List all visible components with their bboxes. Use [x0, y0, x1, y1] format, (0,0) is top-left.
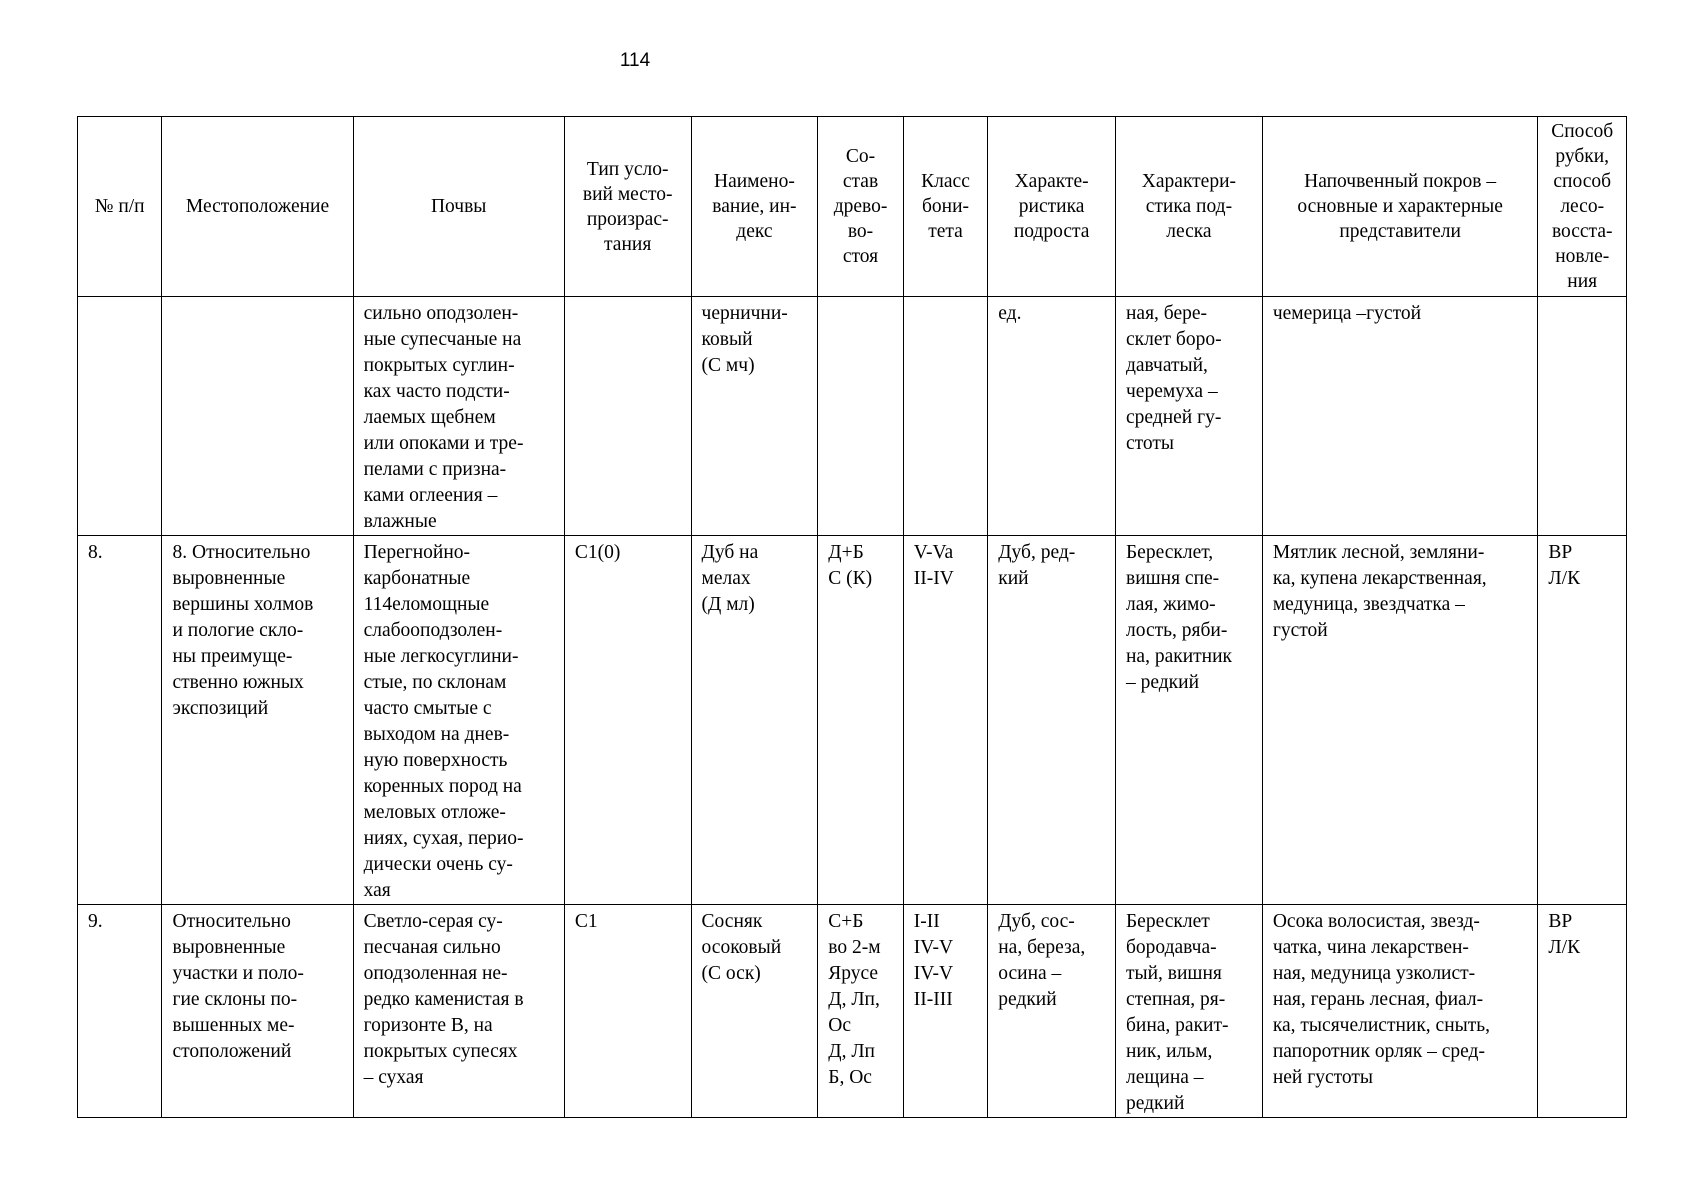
- table-row: [78, 905, 1627, 1118]
- cell-composition: С+Б во 2-м Ярусе Д, Лп, Ос Д, Лп Б, Ос: [818, 905, 903, 1118]
- cell-method: ВР Л/К: [1538, 905, 1627, 1118]
- cell-site-type: [564, 297, 691, 536]
- cell-soils: Перегнойно- карбонатные 114еломощные слабооподзолен- ные легкосуглини- стые, по склонам часто смытые с выходом на днев- ную поверхность коренных пород на меловых отложе- ниях, сухая, перио- дически очень су- хая: [353, 536, 564, 905]
- cell-name-index: чернични- ковый (С мч): [691, 297, 818, 536]
- cell-undergrowth: Дуб, сос- на, береза, осина – редкий: [988, 905, 1116, 1118]
- header-method: Способ рубки, способ лесо- восста- новле- ния: [1538, 117, 1627, 297]
- cell-soils: сильно оподзолен- ные супесчаные на покрытых суглин- ках часто подсти- лаемых щебнем или опоками и тре- пелами с призна- ками оглеения – влажные: [353, 297, 564, 536]
- cell-num: [78, 297, 162, 536]
- cell-num: 9.: [78, 905, 162, 1118]
- cell-method: ВР Л/К: [1538, 536, 1627, 905]
- header-site-type: Тип усло- вий место- произрас- тания: [564, 117, 691, 297]
- table-header-row: [78, 117, 1627, 297]
- header-site-class: Класс бони- тета: [903, 117, 987, 297]
- table-row: [78, 536, 1627, 905]
- header-location: Местоположение: [162, 117, 353, 297]
- header-name-index: Наимено- вание, ин- декс: [691, 117, 818, 297]
- cell-site-class: I-II IV-V IV-V II-III: [903, 905, 987, 1118]
- cell-underbrush: Бересклет, вишня спе- лая, жимо- лость, ряби- на, ракитник – редкий: [1115, 536, 1262, 905]
- header-undergrowth: Характе- ристика подроста: [988, 117, 1116, 297]
- header-soils: Почвы: [353, 117, 564, 297]
- cell-site-type: С1: [564, 905, 691, 1118]
- cell-location: [162, 297, 353, 536]
- cell-soils: Светло-серая су- песчаная сильно оподзоленная не- редко каменистая в горизонте В, на покрытых супесях – сухая: [353, 905, 564, 1118]
- cell-location: Относительно выровненные участки и поло- гие склоны по- вышенных ме- стоположений: [162, 905, 353, 1118]
- cell-ground-cover: чемерица –густой: [1262, 297, 1538, 536]
- cell-ground-cover: Осока волосистая, звезд- чатка, чина лекарствен- ная, медуница узколист- ная, герань лесная, фиал- ка, тысячелистник, сныть, папоротник орляк – сред- ней густоты: [1262, 905, 1538, 1118]
- cell-underbrush: Бересклет бородавча- тый, вишня степная, ря- бина, ракит- ник, ильм, лещина – редкий: [1115, 905, 1262, 1118]
- cell-method: [1538, 297, 1627, 536]
- cell-underbrush: ная, бере- склет боро- давчатый, черемуха – средней гу- стоты: [1115, 297, 1262, 536]
- cell-num: 8.: [78, 536, 162, 905]
- page-number: 114: [619, 50, 651, 71]
- header-underbrush: Характери- стика под- леска: [1115, 117, 1262, 297]
- header-num: № п/п: [78, 117, 162, 297]
- cell-ground-cover: Мятлик лесной, земляни- ка, купена лекарственная, медуница, звездчатка – густой: [1262, 536, 1538, 905]
- cell-name-index: Сосняк осоковый (С оск): [691, 905, 818, 1118]
- cell-undergrowth: ед.: [988, 297, 1116, 536]
- cell-composition: Д+Б С (К): [818, 536, 903, 905]
- cell-site-type: С1(0): [564, 536, 691, 905]
- cell-composition: [818, 297, 903, 536]
- cell-location: 8. Относительно выровненные вершины холмов и пологие скло- ны преимуще- ственно южных экспозиций: [162, 536, 353, 905]
- cell-site-class: V-Va II-IV: [903, 536, 987, 905]
- table-row: [78, 297, 1627, 536]
- forest-types-table: [77, 116, 1627, 1118]
- header-ground-cover: Напочвенный покров – основные и характерные представители: [1262, 117, 1538, 297]
- cell-undergrowth: Дуб, ред- кий: [988, 536, 1116, 905]
- cell-name-index: Дуб на мелах (Д мл): [691, 536, 818, 905]
- header-composition: Со- став древо- во- стоя: [818, 117, 903, 297]
- cell-site-class: [903, 297, 987, 536]
